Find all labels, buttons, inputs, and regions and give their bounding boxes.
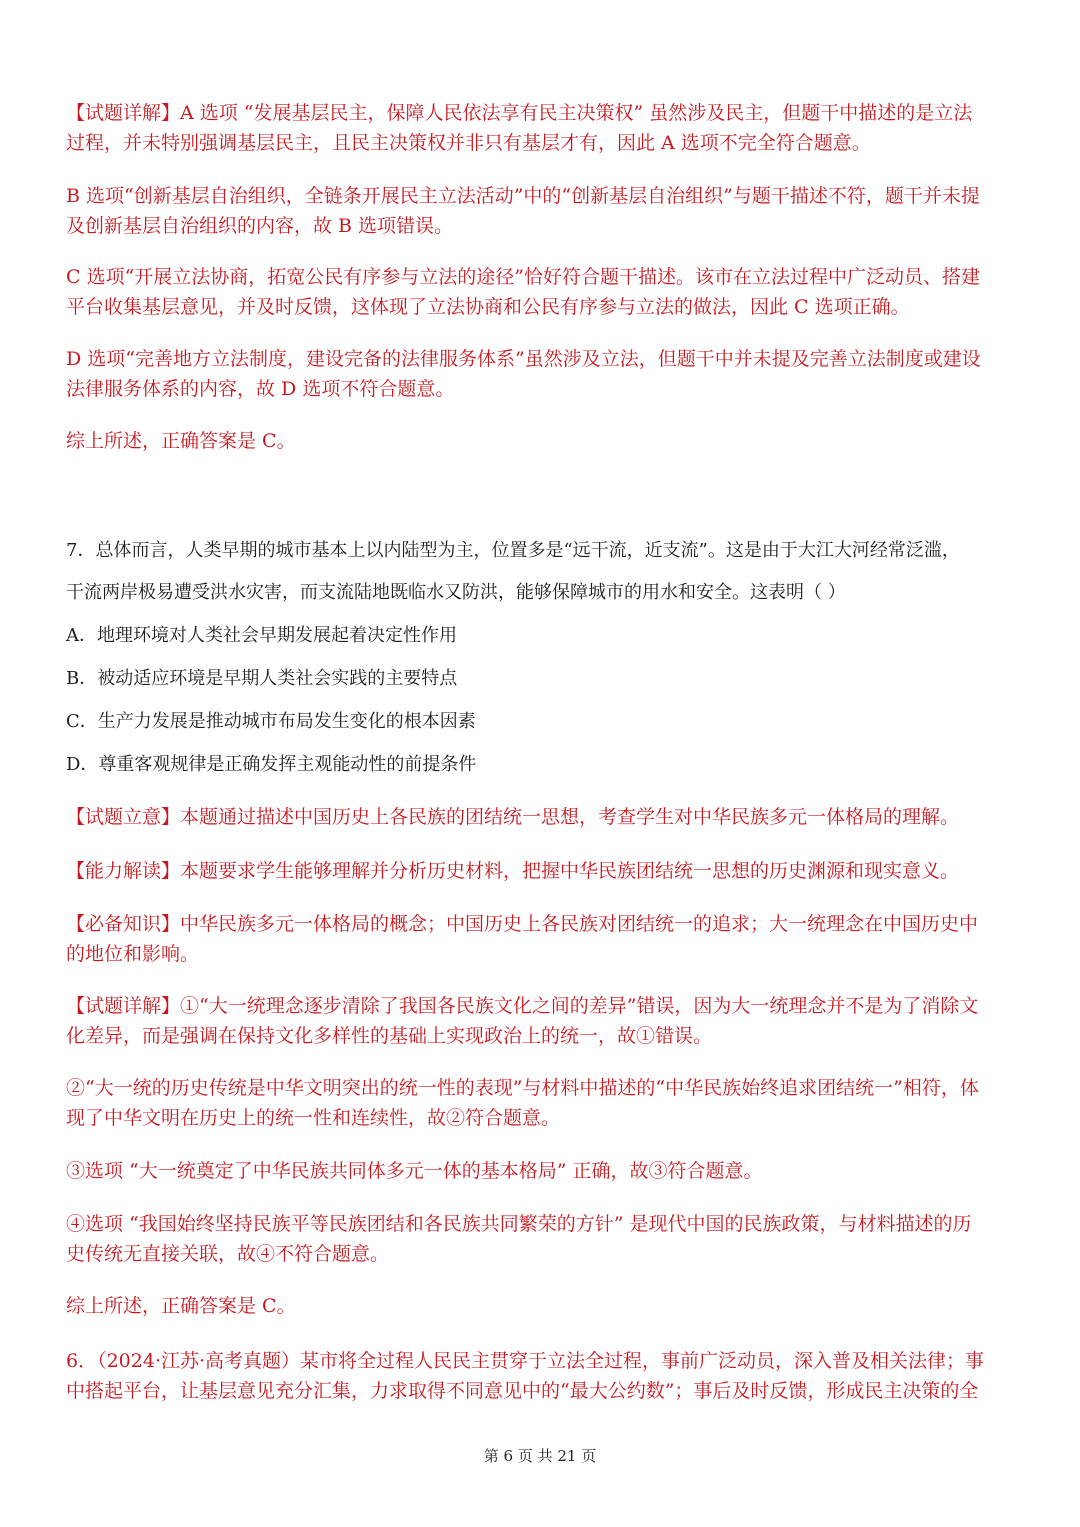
text-line: 综上所述，正确答案是 C。	[66, 430, 296, 452]
question-6-stem	[66, 1346, 1018, 1406]
question-options	[66, 614, 1018, 786]
text-line: ③选项 “大一统奠定了中华民族共同体多元一体的基本格局” 正确，故③符合题意。	[66, 1160, 763, 1182]
text-line: 史传统无直接关联，故④不符合题意。	[66, 1243, 390, 1265]
text-line: 【试题详解】①“大一统理念逐步清除了我国各民族文化之间的差异”错误，因为大一统理念并不是为了消除文	[66, 995, 979, 1017]
analysis-ability	[66, 856, 1018, 886]
text-line: 的地位和影响。	[66, 943, 200, 965]
text-line: 干流两岸极易遭受洪水灾害，而支流陆地既临水又防洪，能够保障城市的用水和安全。这表明（ ）	[66, 582, 846, 603]
text-line: 中搭起平台，让基层意见充分汇集，力求取得不同意见中的“最大公约数”；事后及时反馈，形成民主决策的全	[66, 1380, 979, 1402]
text-line: D 选项“完善地方立法制度，建设完备的法律服务体系”虽然涉及立法，但题干中并未提及完善立法制度或建设	[66, 348, 981, 370]
question-stem	[66, 530, 1018, 614]
text-line: 综上所述，正确答案是 C。	[66, 1295, 296, 1317]
analysis-detail-1	[66, 991, 1018, 1051]
page-number-footer: 第 6 页 共 21 页	[483, 1447, 597, 1465]
option-a: A．地理环境对人类社会早期发展起着决定性作用	[66, 625, 457, 646]
text-line: 【试题详解】A 选项 “发展基层民主，保障人民依法享有民主决策权” 虽然涉及民主，但题干中描述的是立法	[66, 102, 973, 124]
text-line: 【能力解读】本题要求学生能够理解并分析历史材料，把握中华民族团结统一思想的历史渊源和现实意义。	[66, 860, 960, 882]
text-line: 化差异，而是强调在保持文化多样性的基础上实现政治上的统一，故①错误。	[66, 1025, 713, 1047]
explanation-paragraph-c	[66, 262, 1018, 322]
analysis-conclusion	[66, 1291, 1018, 1321]
option-c: C．生产力发展是推动城市布局发生变化的根本因素	[66, 711, 476, 732]
analysis-detail-4	[66, 1209, 1018, 1269]
text-line: ④选项 “我国始终坚持民族平等民族团结和各民族共同繁荣的方针” 是现代中国的民族政策，与材料描述的历	[66, 1213, 972, 1235]
analysis-detail-3	[66, 1156, 1018, 1186]
text-line: 法律服务体系的内容，故 D 选项不符合题意。	[66, 378, 455, 400]
text-line: 7．总体而言，人类早期的城市基本上以内陆型为主，位置多是“远干流，近支流”。这是由于大江大河经常泛滥，	[66, 540, 960, 561]
analysis-intent	[66, 802, 1018, 832]
text-line: 6．（2024·江苏·高考真题）某市将全过程人民民主贯穿于立法全过程，事前广泛动员，深入普及相关法律；事	[66, 1350, 985, 1372]
option-b: B．被动适应环境是早期人类社会实践的主要特点	[66, 668, 458, 689]
text-line: C 选项“开展立法协商，拓宽公民有序参与立法的途径”恰好符合题干描述。该市在立法过程中广泛动员、搭建	[66, 266, 981, 288]
explanation-conclusion	[66, 426, 1018, 456]
text-line: 及创新基层自治组织的内容，故 B 选项错误。	[66, 215, 454, 237]
analysis-detail-2	[66, 1073, 1018, 1133]
text-line: 【试题立意】本题通过描述中国历史上各民族的团结统一思想，考查学生对中华民族多元一体格局的理解。	[66, 806, 960, 828]
explanation-paragraph-b	[66, 181, 1018, 241]
explanation-paragraph-a	[66, 98, 1018, 158]
text-line: 过程，并未特别强调基层民主，且民主决策权并非只有基层才有，因此 A 选项不完全符合题意。	[66, 132, 871, 154]
text-line: ②“大一统的历史传统是中华文明突出的统一性的表现”与材料中描述的“中华民族始终追求团结统一”相符，体	[66, 1077, 979, 1099]
analysis-knowledge	[66, 909, 1018, 969]
text-line: B 选项“创新基层自治组织，全链条开展民主立法活动”中的“创新基层自治组织”与题干描述不符，题干并未提	[66, 185, 980, 207]
text-line: 【必备知识】中华民族多元一体格局的概念；中国历史上各民族对团结统一的追求；大一统理念在中国历史中	[66, 913, 979, 935]
text-line: 平台收集基层意见，并及时反馈，这体现了立法协商和公民有序参与立法的做法，因此 C 选项正确。	[66, 296, 910, 318]
explanation-paragraph-d	[66, 344, 1018, 404]
text-line: 现了中华文明在历史上的统一性和连续性，故②符合题意。	[66, 1107, 561, 1129]
option-d: D．尊重客观规律是正确发挥主观能动性的前提条件	[66, 754, 477, 775]
